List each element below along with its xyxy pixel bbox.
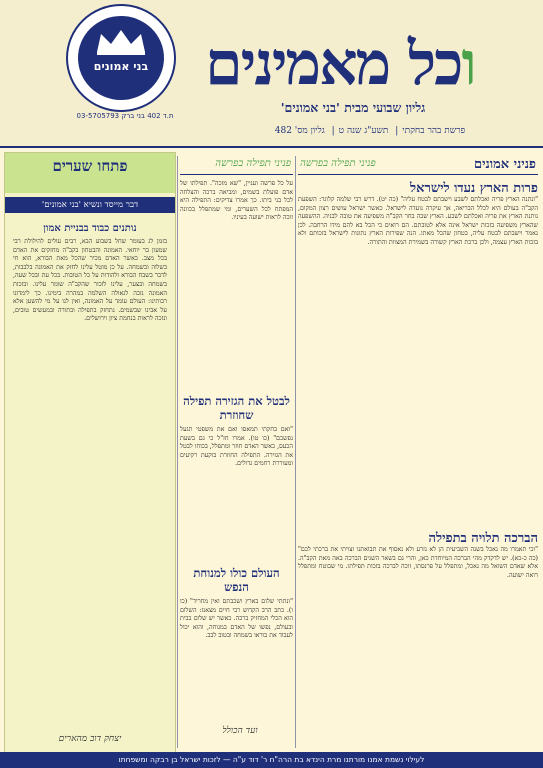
newsletter-title — [170, 28, 510, 100]
title-green-letter: ו — [461, 29, 475, 99]
dedication-footer: לעילוי נשמת אמנו מורתנו מרת הינדא בת הרה"ח ר' דוד ע"ה — לזכות ישראל בן רבקה ומשפחתו — [0, 752, 543, 768]
article-body: "ונתנה הארץ פריה ואכלתם לשבע וישבתם לבטח עליה" (כה יט). דרש רבי שלמה קלוגר: השפעת הקב"ה בעולם היא לכלל הבריאה, אך עיקרה נועדה לישראל. כאשר ישראל עושים רצון המקום, נותנת הארץ את פריה ואכלתם לשבע. הארץ שבה בחר הקב"ה משפיעה את טובה לבניה. ההשפעה שהארץ משפיעה בזכות ישראל אינה אלא לטובתם. הם רואים כי הכל בא להם מידו הרחבה. לכן נאמר וישבתם לבטח עליה, בטחון שהכל מאתו. הנה שפירות הארץ נתונות לישראל בזכותם ולא בזכות הארץ עצמה, ולכן ברכת הארץ קשורה בשמירת המצוות והתורה. — [298, 196, 538, 246]
title-main-text: כל מאמינים — [205, 29, 462, 99]
logo-text: בני אמונים — [93, 60, 149, 73]
right-column-subtitle: פניני תפילה בפרשה — [300, 158, 376, 169]
middle-signature: ועד הכולל — [222, 726, 258, 736]
issue-number: גליון מס' 482 — [274, 126, 325, 136]
article-title: נותנים כבוד בבניית אמון — [43, 223, 137, 234]
article-title: הברכה תלויה בתפילה — [428, 531, 538, 546]
issue-parsha: פרשת בהר בחקתי — [402, 126, 466, 136]
column-divider — [177, 156, 178, 748]
newsletter-subtitle: גליון שבועי מבית 'בני אמונים' — [280, 100, 426, 115]
left-banner — [5, 153, 175, 193]
article-title: פרות הארץ נעדו לישראל — [410, 181, 538, 196]
right-column-header — [298, 156, 538, 175]
column-divider — [295, 156, 296, 748]
masthead — [0, 0, 543, 148]
right-column-title: פניני אמונים — [474, 157, 536, 172]
article-fruits-of-land — [298, 180, 538, 248]
issue-info: פרשת בהר בחקתי| תשע"ג שנה ט| גליון מס' 482 — [274, 126, 466, 136]
logo — [66, 4, 176, 112]
right-column — [298, 152, 538, 752]
article-title: לבטל את הגזירה תפילה שחוזרת — [183, 394, 290, 422]
middle-column-title: פניני תפילה בפרשה — [215, 158, 291, 169]
logo-address: ת.ד 402 בני ברק 03-5705793 — [76, 112, 174, 120]
left-banner-title: פתחו שערים — [52, 157, 128, 175]
middle-column-header — [180, 156, 293, 175]
article-body: בזמן לג בעומר שחל בשבוע הבא, רבים עולים להילולת רבי שמעון בר יוחאי. האמונה והבטחון בקב"ה מחזקים את האדם בכל מצב. כאשר האדם מכיר שהכל מאת הבורא, הוא חי בשלוה ובשמחה. על כן מוטל עלינו לחזק את האמונה בלבבות, לדבר בשבח הבורא ולהודות על כל הטובות. בכל עת ובכל שעה, בשמחה ובצער, עלינו לזכור שהקב"ה שומר עלינו. ובזכות האמונה נזכה לגאולה השלמה במהרה בימינו. כך לימדונו רבותינו: העולם עומד על האמונה, ואין לנו על מי להשען אלא על אבינו שבשמים. נתחזק בתפילה ובתורה ובמעשים טובים, ונזכה לראות בנחמת ציון וירושלים. — [13, 238, 167, 323]
logo-circle — [78, 16, 164, 100]
article-body: "וכי תאמרו מה נאכל בשנה השביעית הן לא נזרע ולא נאסוף את תבואתנו וצויתי את ברכתי לכם" (כה כ-כא). יש לדקדק מהי הברכה המיוחדת כאן, והרי גם בשאר השנים הברכה באה מאת הקב"ה. אלא שאדם השואל מה נאכל, ומתפלל על פרנסתו, זוכה לברכה בזכות תפילתו. מי שבוטח ומתפלל רואה ישועה. — [298, 546, 538, 579]
article-body: "ואם בחקתי תמאסו ואם את משפטי תגעל נפשכם" (כו טו). אמרו חז"ל כי גם בשעת הכעס, כאשר האדם חוזר ומתפלל, בכוחו לבטל את הגזירה. התפילה החוזרת בוקעת רקיעים ומעוררת רחמים גדולים. — [180, 426, 293, 468]
article-blessing-prayer — [298, 530, 538, 580]
article-body: "ונתתי שלום בארץ ושכבתם ואין מחריד" (כו ו). כתב הרב הקדוש רבי חיים מצאנז: השלום הוא הכלי המחזיק ברכה. כאשר יש שלום בבית ובעולם, נפשו של האדם במנוחה, והוא יכול לעבוד את בוראו בשמחה ובטוב לבב. — [180, 598, 293, 640]
issue-year: תשע"ג שנה ט — [338, 126, 389, 136]
left-column-box — [4, 152, 176, 758]
article-body: על כל פרשה ועניין, "שא מזכה". תפילתו של אדם פועלת בשמים, ומביאה ברכה והצלחה לכל בני ביתו. כך אמרו צדיקים: התפילה היא המפתח לכל השערים, ומי שמתפלל בכוונה זוכה לראות ישועה בעיניו. — [180, 180, 293, 222]
crown-icon — [93, 26, 149, 56]
left-article — [13, 223, 167, 324]
article-prayer-returns — [180, 390, 293, 469]
article-title: העולם כולו למנוחת הנפש — [193, 566, 280, 594]
left-banner-subtitle: דבר מייסד ונשיא 'בני אמונים' — [5, 197, 175, 213]
article-world-rest — [180, 562, 293, 641]
article-intro — [180, 180, 293, 223]
left-signature: יצחק דוב מהארים — [58, 734, 122, 744]
masthead-divider — [0, 146, 543, 148]
middle-column — [180, 152, 293, 752]
